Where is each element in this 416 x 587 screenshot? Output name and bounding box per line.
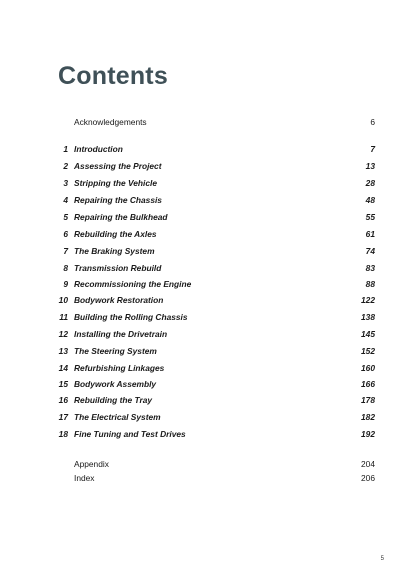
chapter-page: 61 [365, 229, 375, 239]
toc-chapter-4[interactable] [0, 193, 416, 207]
toc-chapter-18[interactable] [0, 427, 416, 441]
chapter-page: 152 [361, 346, 375, 356]
chapter-number: 2 [63, 161, 68, 171]
toc-entry-label: Appendix [74, 459, 109, 469]
toc-entry-appendix[interactable] [0, 457, 416, 471]
toc-chapter-2[interactable] [0, 159, 416, 173]
chapter-page: 74 [365, 246, 375, 256]
toc-chapter-8[interactable] [0, 261, 416, 275]
chapter-number: 15 [58, 379, 68, 389]
chapter-page: 28 [365, 178, 375, 188]
chapter-number: 8 [63, 263, 68, 273]
chapter-number: 5 [63, 212, 68, 222]
chapter-title: Transmission Rebuild [74, 263, 162, 273]
chapter-title: Recommissioning the Engine [74, 279, 192, 289]
toc-chapter-13[interactable] [0, 344, 416, 358]
chapter-title: Stripping the Vehicle [74, 178, 157, 188]
chapter-title: The Electrical System [74, 412, 161, 422]
chapter-title: Rebuilding the Axles [74, 229, 157, 239]
chapter-title: Repairing the Chassis [74, 195, 162, 205]
chapter-number: 9 [63, 279, 68, 289]
toc-entry-page: 206 [361, 473, 375, 483]
chapter-page: 13 [365, 161, 375, 171]
chapter-page: 48 [365, 195, 375, 205]
chapter-title: The Braking System [74, 246, 155, 256]
chapter-title: Installing the Drivetrain [74, 329, 168, 339]
page-title: Contents [58, 62, 168, 90]
chapter-number: 1 [63, 144, 68, 154]
chapter-number: 12 [58, 329, 68, 339]
chapter-page: 145 [361, 329, 375, 339]
chapter-page: 166 [361, 379, 375, 389]
toc-chapter-15[interactable] [0, 377, 416, 391]
chapter-page: 160 [361, 363, 375, 373]
chapter-number: 10 [58, 295, 68, 305]
chapter-number: 7 [63, 246, 68, 256]
chapter-page: 88 [365, 279, 375, 289]
chapter-page: 122 [361, 295, 375, 305]
toc-chapter-14[interactable] [0, 361, 416, 375]
toc-chapter-7[interactable] [0, 244, 416, 258]
chapter-title: Refurbishing Linkages [74, 363, 165, 373]
chapter-number: 14 [58, 363, 68, 373]
toc-chapter-6[interactable] [0, 227, 416, 241]
chapter-title: Repairing the Bulkhead [74, 212, 168, 222]
chapter-number: 18 [58, 429, 68, 439]
chapter-number: 6 [63, 229, 68, 239]
chapter-title: Building the Rolling Chassis [74, 312, 188, 322]
chapter-title: Assessing the Project [74, 161, 162, 171]
toc-entry-acknowledgements[interactable] [0, 115, 416, 129]
chapter-title: Rebuilding the Tray [74, 395, 153, 405]
toc-entry-label: Index [74, 473, 95, 483]
toc-chapter-5[interactable] [0, 210, 416, 224]
toc-chapter-9[interactable] [0, 277, 416, 291]
chapter-title: The Steering System [74, 346, 157, 356]
chapter-number: 13 [58, 346, 68, 356]
toc-chapter-11[interactable] [0, 310, 416, 324]
toc-chapter-3[interactable] [0, 176, 416, 190]
chapter-page: 83 [365, 263, 375, 273]
chapter-title: Introduction [74, 144, 123, 154]
chapter-page: 138 [361, 312, 375, 322]
chapter-page: 7 [370, 144, 375, 154]
chapter-number: 17 [58, 412, 68, 422]
chapter-page: 178 [361, 395, 375, 405]
chapter-page: 55 [365, 212, 375, 222]
toc-chapter-10[interactable] [0, 293, 416, 307]
toc-chapter-12[interactable] [0, 327, 416, 341]
toc-chapter-17[interactable] [0, 410, 416, 424]
chapter-page: 182 [361, 412, 375, 422]
chapter-title: Bodywork Restoration [74, 295, 164, 305]
toc-entry-page: 6 [370, 117, 375, 127]
toc-chapter-1[interactable] [0, 142, 416, 156]
toc-entry-page: 204 [361, 459, 375, 469]
toc-chapter-16[interactable] [0, 393, 416, 407]
chapter-number: 4 [63, 195, 68, 205]
chapter-number: 16 [58, 395, 68, 405]
chapter-number: 3 [63, 178, 68, 188]
toc-entry-label: Acknowledgements [74, 117, 147, 127]
chapter-page: 192 [361, 429, 375, 439]
chapter-title: Fine Tuning and Test Drives [74, 429, 186, 439]
chapter-title: Bodywork Assembly [74, 379, 157, 389]
toc-entry-index[interactable] [0, 471, 416, 485]
chapter-number: 11 [59, 312, 68, 322]
page-number: 5 [380, 556, 384, 562]
